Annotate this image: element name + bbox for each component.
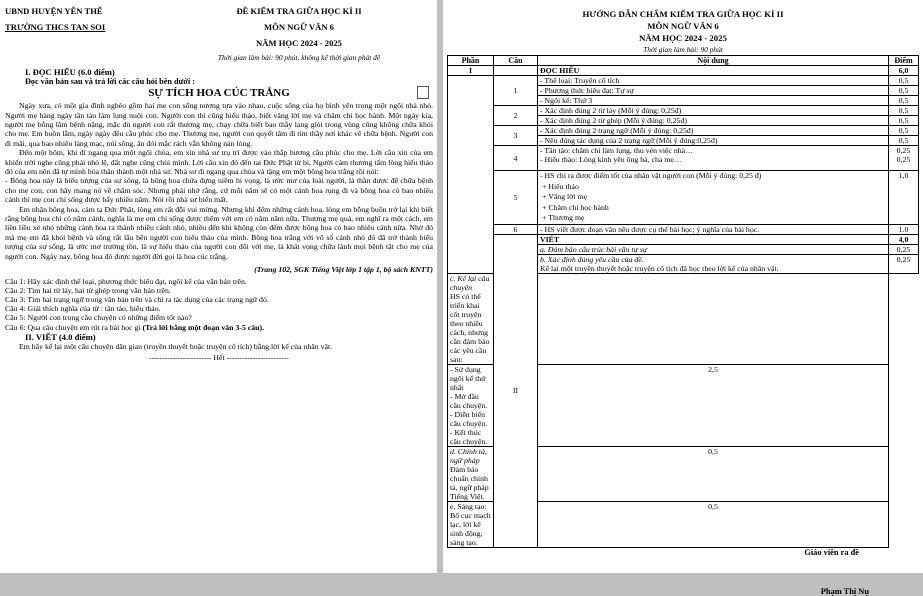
content-line: - Hiếu thảo: Lòng kính yêu ông bà, cha mẹ…	[540, 155, 682, 164]
content-cell	[538, 254, 889, 273]
content-line: Đảm bảo chuẩn chính tả, ngữ pháp Tiếng Việt.	[450, 464, 489, 501]
score-line: 0,25	[896, 155, 911, 164]
content-line: b. Xác định đúng yêu cầu của đề.	[540, 254, 644, 264]
score-cell: 1,0	[889, 171, 919, 225]
table-row	[448, 224, 919, 234]
reading-instruction: Đọc văn bản sau và trả lời các câu hỏi bên dưới :	[25, 77, 196, 86]
score-cell: 0,5	[889, 126, 919, 136]
content-line: - Kết thúc câu chuyện.	[450, 427, 488, 446]
question-6-text: Câu 6: Qua câu chuyện em rút ra bài học gì	[5, 322, 143, 332]
signature-title: Giáo viên ra đề	[804, 547, 859, 557]
score-cell: 6,0	[889, 66, 919, 76]
header-cell: Phần	[448, 56, 494, 66]
content-cell: - Xác định đúng 2 trạng ngữ (Mỗi ý đúng: 0,25đ)	[538, 126, 889, 136]
question-6	[5, 323, 433, 332]
question-number: 5	[494, 171, 538, 225]
story-paragraph: Ngày xưa, có một gia đình nghèo gồm hai mẹ con sống nương tựa vào nhau, cuộc sống của họ bình yên trong một ngôi nhà nhỏ. Người mẹ hàng ngày tần tảo làm lụng nuôi con. Người con thì cũng hiếu thảo, biết vâng lời mẹ và chăm chỉ học hành. Một ngày kia, người mẹ bỗng lâm bệnh nặng, mặc dù người con rất thương mẹ, chạy chữa biết bao thầy lang giỏi trong vùng cũng không chữa khỏi cho mẹ. Em buồn lắm, ngày ngày đều cầu phúc cho mẹ. Thương mẹ, người con quyết tâm đi tìm thầy nơi khác về chữa bệnh. Người con đi mãi, qua bao nhiêu làng mạc, núi sông, ăn đói mặc rách vẫn không nản lòng.	[5, 101, 433, 148]
section2-title: II. VIẾT (4.0 điểm)	[25, 331, 96, 342]
content-line: - Tần tảo: chăm chỉ làm lụng, thu vén việc nhà…	[540, 146, 693, 155]
question-number: 4	[494, 146, 538, 171]
school-name: TRƯỜNG THCS TAN SOI	[5, 22, 106, 32]
question-6-requirement: (Trả lời bằng một đoạn văn 3-5 câu).	[142, 322, 265, 332]
question: Câu 2: Tìm hai từ láy, hai từ ghép trong văn bản trên.	[5, 285, 171, 295]
content-cell: - Ngôi kể: Thứ 3	[538, 96, 889, 106]
header-cell: Nội dung	[538, 56, 889, 66]
table-row	[448, 106, 919, 116]
score-cell: 1.0	[889, 224, 919, 234]
score-cell: 0,5	[538, 446, 889, 501]
content-cell	[538, 171, 889, 225]
score-cell: 0,25	[889, 254, 919, 273]
content-cell: - HS viết được đoạn văn nêu được cụ thể bài học; ý nghĩa của bài học.	[538, 224, 889, 234]
content-line: - Mở đầu câu chuyện.	[450, 391, 488, 410]
section1-title: I. ĐỌC HIỂU (6.0 điểm)	[25, 67, 115, 77]
table-header-row	[448, 56, 919, 66]
story-title: SỰ TÍCH HOA CÚC TRẮNG	[148, 87, 290, 100]
part-label: I	[448, 66, 494, 76]
content-line: - Sử dụng ngôi kể thứ nhất	[450, 364, 486, 392]
department-name: UBND HUYỆN YÊN THẾ	[5, 6, 103, 16]
question-number: 6	[494, 224, 538, 234]
content-cell: - Thể loại: Truyện cổ tích	[538, 76, 889, 86]
table-row	[448, 76, 919, 86]
score-cell: 0,25	[889, 244, 919, 254]
writing-prompt: Em hãy kể lại một câu chuyện dân gian (truyền thuyết hoặc truyện cổ tích) bằng lời kể của nhân vật.	[19, 341, 333, 351]
table-row	[448, 66, 919, 76]
content-line: d. Chính tả, ngữ pháp	[450, 446, 487, 465]
content-line: + Chăm chỉ học hành	[542, 202, 609, 212]
question: Câu 4: Giải thích nghĩa của từ : tần tảo, hiếu thảo.	[5, 304, 161, 314]
section-title: VIẾT	[538, 234, 889, 244]
score-cell: 0,5	[538, 501, 889, 547]
exam-subject: MÔN NGỮ VĂN 6	[264, 22, 334, 32]
score-cell: 2,5	[538, 364, 889, 446]
guide-header	[447, 8, 919, 44]
score-cell: 0,5	[889, 136, 919, 146]
checkbox[interactable]	[417, 86, 429, 99]
exam-year: NĂM HỌC 2024 - 2025	[256, 38, 342, 48]
content-cell: - Xác định đúng 2 từ ghép (Mỗi ý đúng: 0,25đ)	[538, 116, 889, 126]
score-cell: 0,5	[889, 76, 919, 86]
story-paragraph: Đến một hôm, khi đi ngang qua một ngôi chùa, em xin nhà sư trụ trì được vào thắp hương cầu phúc cho mẹ. Lời cầu xin của em khiến trời nghe cũng phải nhỏ lệ, đất nghe cũng chùi mình. Lời cầu xin đó đến tai Đức Phật từ bi, Người cảm thương tấm lòng hiếu thảo đó của em nên đã tự mình hóa thân thành một nhà sư. Nhà sư đi ngang qua chùa và tặng em một bông hoa trắng rồi nói:	[5, 148, 433, 177]
content-line: - HS chỉ ra được điểm tốt của nhân vật người con (Mỗi ý đúng: 0,25 đ)	[540, 171, 762, 180]
question-number: 1	[494, 76, 538, 106]
header-cell: Điểm	[889, 56, 919, 66]
guide-page	[443, 0, 923, 596]
signature-name: Phạm Thị Nụ	[820, 586, 869, 596]
exam-header	[5, 6, 433, 62]
score-cell: 0,5	[889, 86, 919, 96]
content-line: HS có thể triển khai cốt truyện theo nhiều cách, nhưng cần đảm bảo các yêu cầu sau:	[450, 291, 490, 364]
content-line: Kể lại một truyền thuyết hoặc truyện cổ tích đã học theo lời kể của nhân vật.	[540, 263, 779, 273]
part-title: ĐỌC HIỂU	[538, 66, 889, 76]
table-row	[448, 146, 919, 171]
guide-subject: MÔN NGỮ VĂN 6	[647, 21, 719, 31]
question: Câu 5: Người con trong câu chuyện có những điểm tốt nào?	[5, 313, 192, 323]
content-line: c. Kể lại câu chuyện	[450, 273, 490, 292]
grading-table	[447, 55, 919, 548]
table-row	[448, 171, 919, 225]
guide-year: NĂM HỌC 2024 - 2025	[639, 33, 727, 43]
content-line: + Thương mẹ	[542, 213, 585, 223]
content-cell: a. Đảm bảo cấu trúc bài văn tự sự	[538, 244, 889, 254]
story-paragraph: - Bông hoa này là biểu tượng của sự sống, là bông hoa chứa đựng niềm hi vọng, là ước mơ của loài người, là thần dược để chữa bệnh cho mẹ con, con hãy mang nó về chăm sóc. Nhưng phải nhớ rằng, cứ mỗi năm sẽ có một cánh hoa rụng đi và bông hoa có bao nhiêu cánh thì mẹ con chỉ sống được bấy nhiêu năm. Nói rồi nhà sư biến mất.	[5, 176, 433, 205]
exam-page	[0, 0, 437, 573]
content-line: + Vâng lời mẹ	[542, 192, 587, 202]
content-cell	[448, 446, 494, 501]
table-row	[448, 126, 919, 136]
story-source: (Trang 102, SGK Tiếng Việt lớp 1 tập 1, bộ sách KNTT)	[254, 265, 433, 275]
content-cell: e. Sáng tạo: Bố cục mạch lạc, lời kể sinh động, sáng tạo.	[448, 501, 494, 547]
content-line: + Hiếu thảo	[542, 181, 579, 191]
content-cell	[448, 364, 494, 446]
part-label: II	[494, 234, 538, 547]
table-row	[448, 234, 919, 244]
content-cell: - Nêu đúng tác dụng của 2 trạng ngữ (Mỗi ý đúng:0,25đ)	[538, 136, 889, 146]
exam-time-note: Thời gian làm bài: 90 phút, không kể thời gian phát đề	[217, 53, 381, 62]
score-cell	[889, 146, 919, 171]
end-marker: ------------------------ Hết ------------------------	[149, 352, 289, 362]
score-line: 0,25	[896, 146, 911, 155]
question: Câu 1: Hãy xác định thể loại, phương thức biểu đạt, ngôi kể của văn bản trên.	[5, 276, 247, 286]
guide-title: HƯỚNG DẪN CHẤM KIỂM TRA GIỮA HỌC KÌ II	[582, 9, 784, 19]
header-cell: Câu	[494, 56, 538, 66]
content-line: - Diễn biến câu chuyện.	[450, 409, 488, 428]
score-cell: 0,5	[889, 96, 919, 106]
score-cell: 0,5	[889, 106, 919, 116]
guide-time-note: Thời gian làm bài: 90 phút	[643, 45, 723, 54]
question-number: 3	[494, 126, 538, 146]
question: Câu 3: Tìm hai trạng ngữ trong văn bản trên và chỉ ra tác dụng của các trạng ngữ đó.	[5, 294, 269, 304]
content-cell	[538, 146, 889, 171]
content-cell: - Phương thức biểu đạt: Tự sự	[538, 86, 889, 96]
score-cell: 0,5	[889, 116, 919, 126]
story-paragraph: Em nhận bông hoa, cảm tạ Đức Phật, lòng em rất đỗi vui mừng. Nhưng khi đếm những cánh hoa, lòng em bỗng buồn trở lại khi biết rằng bông hoa chỉ có năm cánh, nghĩa là mẹ em chỉ sống được thêm với em có năm năm nữa. Thương mẹ quá, em nghĩ ra một cách, em liền liều xé nhỏ những cánh hoa ra thành nhiều cánh nhỏ, nhiều đến khi không còn đếm được bông hoa có bao nhiêu cánh nữa. Nhờ đó mà mẹ em đã khỏi bệnh và sống rất lâu bên người con hiếu thảo của mình. Bông hoa trắng với vô số cánh nhỏ đó đã trở thành biểu tượng của sự sống, là ước mơ trường tồn, là sự hiếu thảo của người con đối với mẹ, là khát vọng chữa lành mọi bệnh tật cho mẹ của người con. Ngày nay, bông hoa đó được người đời gọi là hoa cúc trắng.	[5, 204, 433, 261]
score-cell: 4,0	[889, 234, 919, 244]
exam-title: ĐỀ KIỂM TRA GIỮA HỌC KÌ II	[236, 6, 362, 16]
content-cell: - Xác định đúng 2 từ láy (Mỗi ý đúng: 0,25đ)	[538, 106, 889, 116]
question-number: 2	[494, 106, 538, 126]
content-cell	[448, 273, 494, 364]
